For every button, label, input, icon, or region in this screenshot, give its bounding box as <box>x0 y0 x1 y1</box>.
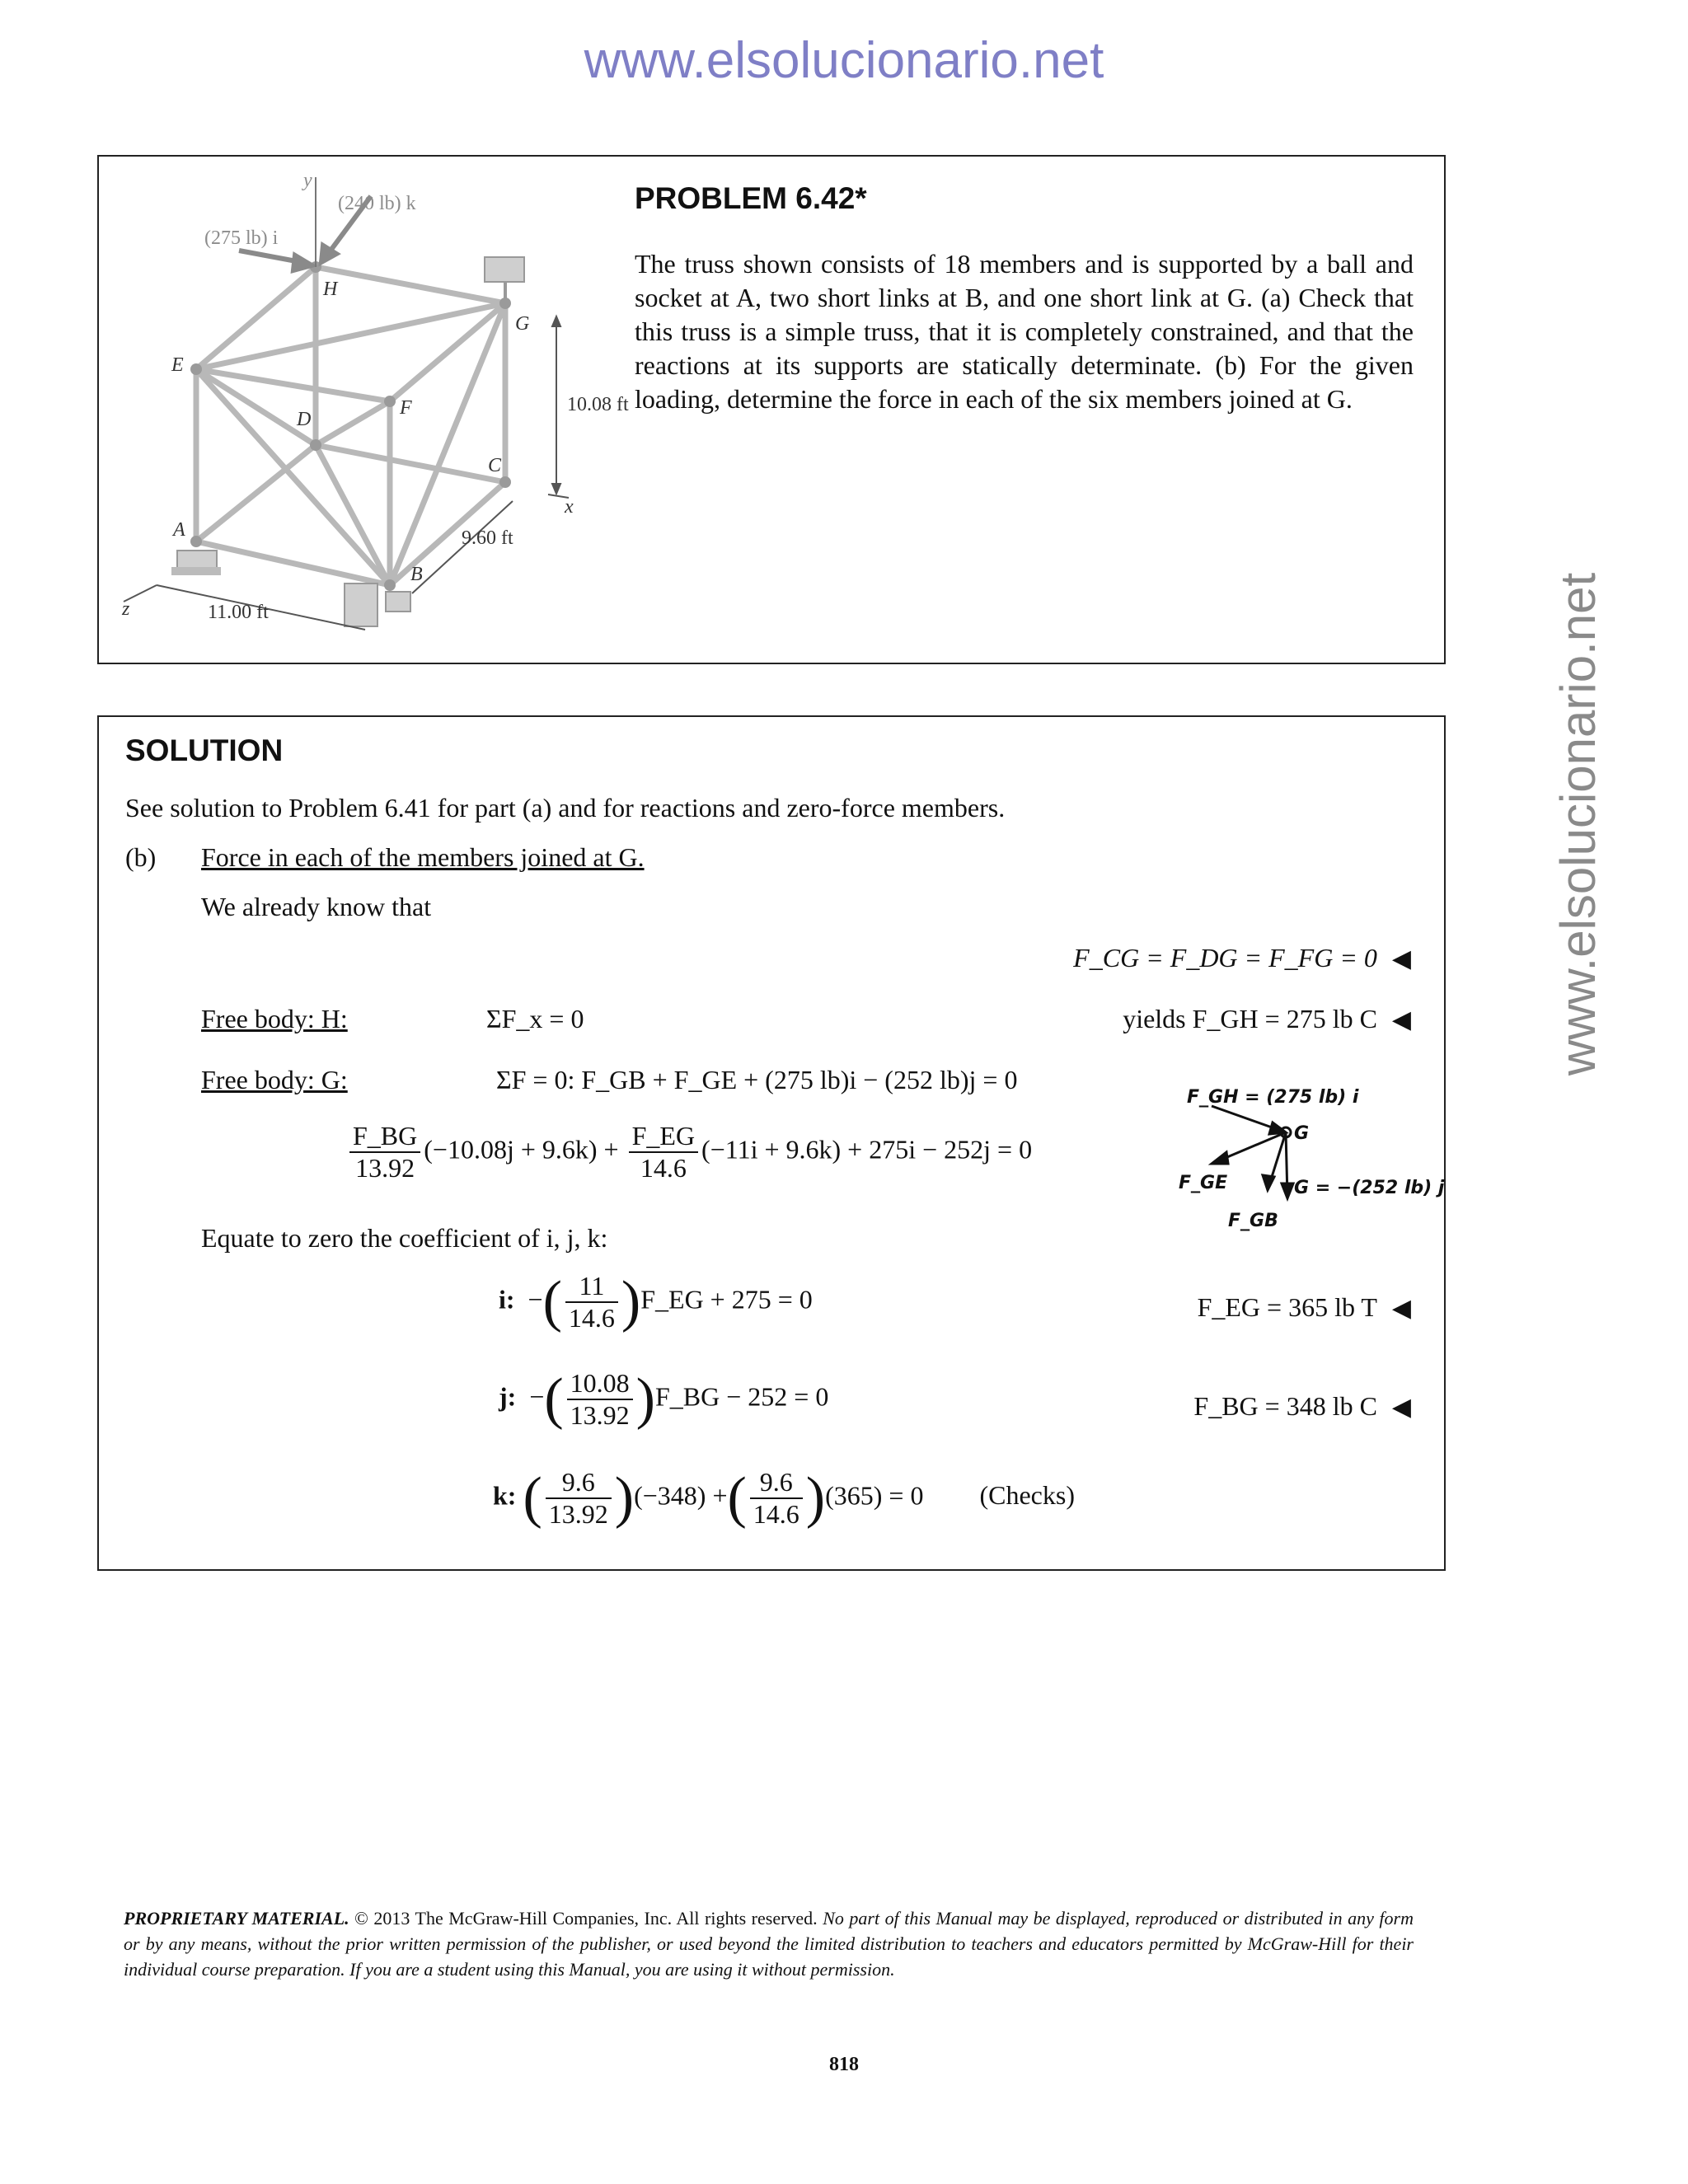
i-den: 14.6 <box>568 1303 615 1333</box>
free-body-h-label: Free body: H: <box>201 1004 348 1033</box>
part-b-label: (b) <box>125 842 157 872</box>
zero-force-result <box>1073 943 1411 973</box>
k-rest: (365) = 0 <box>825 1480 924 1511</box>
sketch-gh-label: F_GH = (275 lb) i <box>1187 1087 1359 1108</box>
node-C-label: C <box>488 455 502 476</box>
i-rest: F_EG + 275 = 0 <box>640 1284 813 1315</box>
j-num: 10.08 <box>567 1368 633 1400</box>
zero-force-eq: F_CG = F_DG = F_FG = 0 <box>1073 943 1377 972</box>
k-den1: 13.92 <box>548 1499 608 1529</box>
known-intro: We already know that <box>201 892 432 921</box>
dim-width-label: 11.00 ft <box>208 602 269 623</box>
k-equation: k: ( $\frac{9.6}{13.92}$ )(−348) +( $\frac{9.6}{14.6}$ )(365) = 0 (Checks) <box>493 1466 1075 1530</box>
solution-box <box>97 715 1446 1571</box>
footer-copyright: © 2013 The McGraw-Hill Companies, Inc. All rights reserved. <box>349 1908 823 1929</box>
axis-x-label: x <box>565 496 574 518</box>
i-label: i: <box>499 1284 515 1315</box>
k-num1: 9.6 <box>546 1467 612 1499</box>
free-body-g-label: Free body: G: <box>201 1065 348 1094</box>
node-F-label: F <box>400 397 412 419</box>
free-body-g-eq: ΣF = 0: F_GB + F_GE + (275 lb)i − (252 lb)j = 0 <box>496 1065 1018 1094</box>
fgh-result-text: yields F_GH = 275 lb C <box>1123 1004 1377 1033</box>
k-den2: 14.6 <box>753 1499 799 1529</box>
frac2-den: 14.6 <box>640 1153 687 1183</box>
vector-term-1: (−10.08j + 9.6k) + <box>424 1134 619 1165</box>
j-equation: j: −( $\frac{10.08}{13.92}$ )F_BG − 252 = 0 <box>499 1367 829 1431</box>
node-D-label: D <box>297 409 312 430</box>
truss-figure <box>99 157 629 651</box>
sketch-load-label: G = −(252 lb) j <box>1294 1178 1445 1198</box>
fbg-result <box>1193 1391 1411 1422</box>
load-i-label: (275 lb) i <box>204 227 279 249</box>
axis-y-label: y <box>303 170 312 191</box>
frac1-den: 13.92 <box>355 1153 415 1183</box>
frac1-num: F_BG <box>349 1121 420 1153</box>
node-G-label: G <box>515 313 530 335</box>
sketch-ge-label: F_GE <box>1179 1173 1228 1193</box>
problem-title: PROBLEM 6.42* <box>635 181 867 215</box>
problem-box <box>97 155 1446 664</box>
node-B-label: B <box>410 564 423 585</box>
footer-notice: No part of this Manual may be displayed, reproduced or distributed in any form or by any means, without the prior written permission of the publisher, or used beyond the limited distribution to teachers and educators permitted by McGraw-Hill for their individual course preparation. If you are a student using this Manual, you are using it without permission. <box>124 1908 1414 1980</box>
footer-lead: PROPRIETARY MATERIAL. <box>124 1908 349 1929</box>
j-label: j: <box>499 1381 517 1412</box>
result-marker-icon: ◀ <box>1391 1294 1411 1323</box>
i-equation: i: −( $\frac{11}{14.6}$ )F_EG + 275 = 0 <box>499 1270 813 1333</box>
sketch-g-label: G <box>1294 1123 1310 1144</box>
feg-result <box>1198 1292 1411 1323</box>
solution-intro: See solution to Problem 6.41 for part (a) and for reactions and zero-force members. <box>125 793 1006 823</box>
free-body-sketch <box>1162 1073 1445 1238</box>
dim-depth-label: 9.60 ft <box>462 527 513 549</box>
dim-height-label: 10.08 ft <box>567 394 629 415</box>
result-marker-icon: ◀ <box>1391 944 1411 973</box>
node-E-label: E <box>171 354 184 376</box>
i-result: F_EG = 365 lb T <box>1197 1292 1377 1322</box>
k-num2: 9.6 <box>750 1467 803 1499</box>
j-rest: F_BG − 252 = 0 <box>654 1381 829 1412</box>
equate-text: Equate to zero the coefficient of i, j, k: <box>201 1223 608 1253</box>
k-check-note: (Checks) <box>979 1480 1075 1511</box>
part-b-heading: Force in each of the members joined at G. <box>201 842 645 872</box>
fgh-result <box>1123 1004 1411 1034</box>
j-den: 13.92 <box>570 1400 630 1430</box>
copyright-footer <box>124 1905 1414 1982</box>
vector-term-2: (−11i + 9.6k) + 275i − 252j = 0 <box>701 1134 1033 1165</box>
free-body-h-eq: ΣF_x = 0 <box>486 1004 584 1033</box>
k-mid: (−348) + <box>634 1480 728 1511</box>
watermark-top[interactable]: www.elsolucionario.net <box>584 32 1104 89</box>
sketch-gb-label: F_GB <box>1228 1211 1278 1231</box>
i-num: 11 <box>565 1271 618 1303</box>
result-marker-icon: ◀ <box>1391 1393 1411 1422</box>
node-H-label: H <box>323 279 338 300</box>
load-k-label: (240 lb) k <box>338 193 416 214</box>
watermark-side: www.elsolucionario.net <box>1550 572 1606 1076</box>
solution-title: SOLUTION <box>125 733 284 767</box>
problem-text: The truss shown consists of 18 members and is supported by a ball and socket at A, two short links at B, and one short link at G. (a) Check that this truss is a simple truss, that it is completely constrained, and that the reactions at its supports are statically determinate. (b) For the given loading, determine the force in each of the six members joined at G. <box>635 249 1414 414</box>
node-A-label: A <box>173 519 185 541</box>
result-marker-icon: ◀ <box>1391 1005 1411 1034</box>
frac2-num: F_EG <box>629 1121 698 1153</box>
vector-equation <box>346 1121 1032 1183</box>
k-label: k: <box>493 1480 517 1511</box>
page-number: 818 <box>829 2054 859 2075</box>
axis-z-label: z <box>122 598 130 620</box>
j-result: F_BG = 348 lb C <box>1193 1391 1377 1421</box>
